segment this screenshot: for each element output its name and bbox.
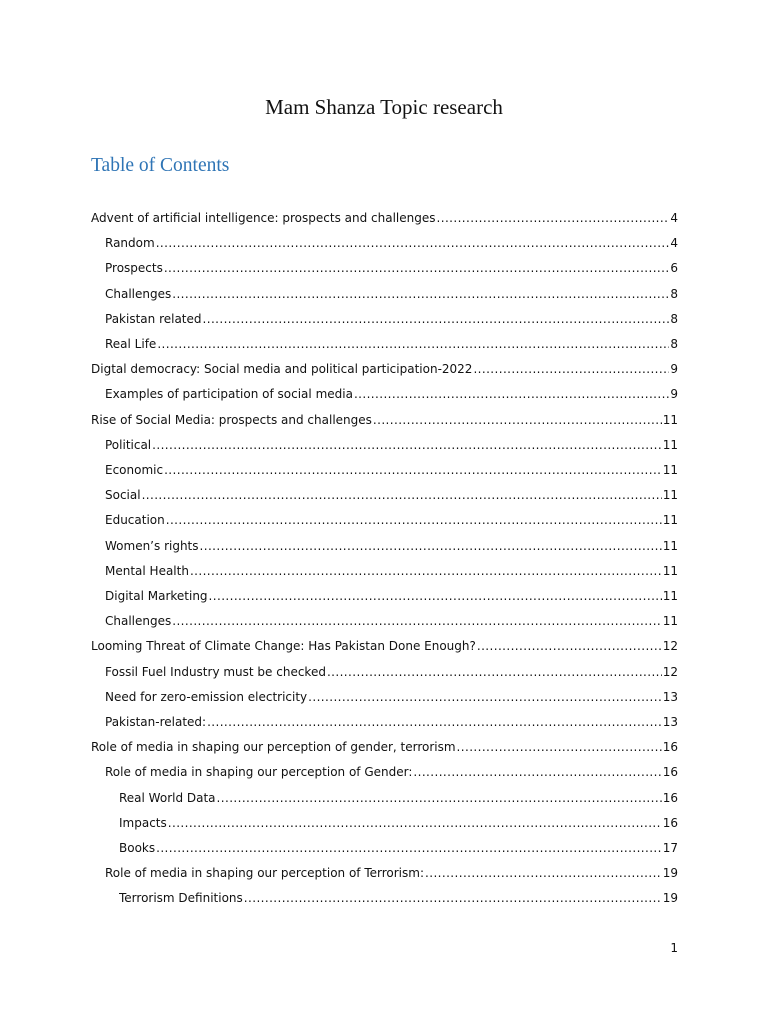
- toc-entry-title: Real Life: [105, 337, 157, 351]
- toc-entry[interactable]: [91, 735, 678, 759]
- toc-dot-leader: [327, 660, 662, 684]
- toc-dot-leader: [207, 710, 662, 734]
- toc-entry-page: 16: [662, 740, 678, 755]
- toc-entry-title: Economic: [105, 463, 164, 477]
- toc-entry-title: Political: [105, 437, 152, 452]
- toc-entry-title: Terrorism Definitions: [119, 891, 243, 906]
- toc-entry-page: 11: [662, 589, 678, 603]
- toc-dot-leader: [142, 483, 662, 507]
- toc-dot-leader: [308, 685, 662, 709]
- toc-dot-leader: [457, 735, 662, 759]
- toc-entry-title: Role of media in shaping our perception of Gender:: [105, 765, 413, 780]
- toc-entry-title: Role of media in shaping our perception of Terrorism:: [105, 866, 425, 881]
- toc-dot-leader: [172, 609, 661, 633]
- toc-entry-title: Advent of artificial intelligence: prospects and challenges: [91, 211, 436, 225]
- toc-entry-page: 17: [662, 841, 678, 855]
- toc-entry-page: 8: [670, 311, 678, 326]
- toc-entry-page: 12: [662, 639, 678, 654]
- toc-entry[interactable]: [105, 433, 678, 457]
- toc-entry[interactable]: [105, 483, 678, 507]
- toc-entry-page: 9: [670, 387, 678, 402]
- toc-entry[interactable]: [105, 458, 678, 482]
- toc-entry[interactable]: [105, 256, 678, 280]
- toc-dot-leader: [244, 886, 662, 910]
- toc-entry[interactable]: [105, 508, 678, 532]
- toc-entry[interactable]: [105, 559, 678, 583]
- toc-entry-page: 11: [662, 412, 678, 427]
- toc-entry-page: 9: [670, 362, 678, 377]
- toc-entry-title: Books: [119, 841, 156, 855]
- toc-entry-page: 19: [662, 866, 678, 881]
- toc-entry[interactable]: [119, 786, 678, 810]
- toc-entry[interactable]: [105, 382, 678, 406]
- toc-entry[interactable]: [91, 357, 678, 381]
- toc-entry-page: 8: [670, 337, 678, 351]
- toc-entry-title: Challenges: [105, 614, 172, 629]
- page-number: 1: [670, 941, 678, 955]
- toc-dot-leader: [473, 357, 669, 381]
- toc-entry-title: Education: [105, 513, 165, 528]
- toc-entry[interactable]: [105, 282, 678, 306]
- toc-entry-title: Need for zero-emission electricity: [105, 689, 308, 704]
- toc-entry-page: 6: [670, 261, 678, 276]
- toc-dot-leader: [152, 433, 662, 457]
- toc-entry[interactable]: [105, 685, 678, 709]
- toc-entry-title: Rise of Social Media: prospects and challenges: [91, 412, 372, 427]
- toc-dot-leader: [157, 332, 669, 356]
- toc-entry-page: 11: [662, 488, 678, 503]
- toc-dot-leader: [156, 231, 670, 255]
- toc-entry[interactable]: [105, 760, 678, 784]
- toc-entry[interactable]: [119, 886, 678, 910]
- toc-entry[interactable]: [105, 609, 678, 633]
- toc-entry-title: Fossil Fuel Industry must be checked: [105, 664, 326, 679]
- toc-entry-title: Social: [105, 488, 141, 503]
- toc-entry-title: Prospects: [105, 261, 163, 276]
- toc-entry-title: Examples of participation of social media: [105, 387, 353, 402]
- toc-entry[interactable]: [105, 710, 678, 734]
- toc-entry-title: Random: [105, 236, 155, 251]
- toc-dot-leader: [166, 508, 662, 532]
- toc-dot-leader: [437, 206, 670, 230]
- toc-dot-leader: [373, 408, 662, 432]
- toc-entry[interactable]: [105, 861, 678, 885]
- toc-entry[interactable]: [119, 836, 678, 860]
- toc-entry-title: Digtal democracy: Social media and political participation-2022: [91, 362, 473, 377]
- toc-entry-title: Pakistan related: [105, 311, 202, 326]
- toc-entry[interactable]: [105, 660, 678, 684]
- toc-entry-title: Mental Health: [105, 563, 189, 578]
- toc-entry-title: Women’s rights: [105, 538, 199, 553]
- toc-entry-page: 4: [670, 211, 678, 225]
- toc-dot-leader: [217, 786, 662, 810]
- toc-entry-page: 13: [662, 689, 678, 704]
- toc-dot-leader: [168, 811, 662, 835]
- toc-entry[interactable]: [91, 206, 678, 230]
- toc-entry-page: 11: [662, 463, 678, 477]
- toc-dot-leader: [164, 458, 662, 482]
- toc-entry-title: Pakistan-related:: [105, 715, 207, 729]
- toc-entry[interactable]: [105, 231, 678, 255]
- toc-entry-page: 11: [662, 614, 678, 629]
- toc-entry-title: Real World Data: [119, 790, 216, 805]
- toc-entry[interactable]: [105, 584, 678, 608]
- toc-entry-page: 11: [662, 563, 678, 578]
- toc-entry-title: Digital Marketing: [105, 589, 208, 603]
- toc-dot-leader: [172, 282, 669, 306]
- toc-dot-leader: [203, 307, 670, 331]
- toc-entry-page: 11: [662, 513, 678, 528]
- toc-entry-page: 11: [662, 538, 678, 553]
- toc-dot-leader: [190, 559, 662, 583]
- toc-entry-title: Impacts: [119, 815, 167, 830]
- toc-entry-page: 16: [662, 815, 678, 830]
- toc-entry-page: 13: [662, 715, 678, 729]
- toc-entry[interactable]: [119, 811, 678, 835]
- toc-entry[interactable]: [105, 307, 678, 331]
- document-title: Mam Shanza Topic research: [265, 95, 503, 119]
- toc-entry-page: 11: [662, 437, 678, 452]
- toc-entry-title: Role of media in shaping our perception of gender, terrorism: [91, 740, 456, 755]
- toc-dot-leader: [477, 634, 662, 658]
- toc-dot-leader: [200, 534, 662, 558]
- toc-entry-page: 12: [662, 664, 678, 679]
- toc-dot-leader: [209, 584, 662, 608]
- toc-dot-leader: [156, 836, 662, 860]
- toc-entry-title: Challenges: [105, 286, 172, 301]
- toc-entry[interactable]: [105, 332, 678, 356]
- toc-heading: Table of Contents: [91, 155, 230, 176]
- toc-entry-page: 19: [662, 891, 678, 906]
- toc-dot-leader: [425, 861, 662, 885]
- toc-entry-page: 16: [662, 765, 678, 780]
- toc-entry[interactable]: [91, 408, 678, 432]
- toc-entry-page: 4: [670, 236, 678, 251]
- toc-entry[interactable]: [105, 534, 678, 558]
- toc-entry-page: 8: [670, 286, 678, 301]
- toc-dot-leader: [413, 760, 661, 784]
- toc-entry-title: Looming Threat of Climate Change: Has Pakistan Done Enough?: [91, 639, 476, 654]
- toc-dot-leader: [164, 256, 670, 280]
- toc-dot-leader: [354, 382, 669, 406]
- toc-entry-page: 16: [662, 790, 678, 805]
- toc-entry[interactable]: [91, 634, 678, 658]
